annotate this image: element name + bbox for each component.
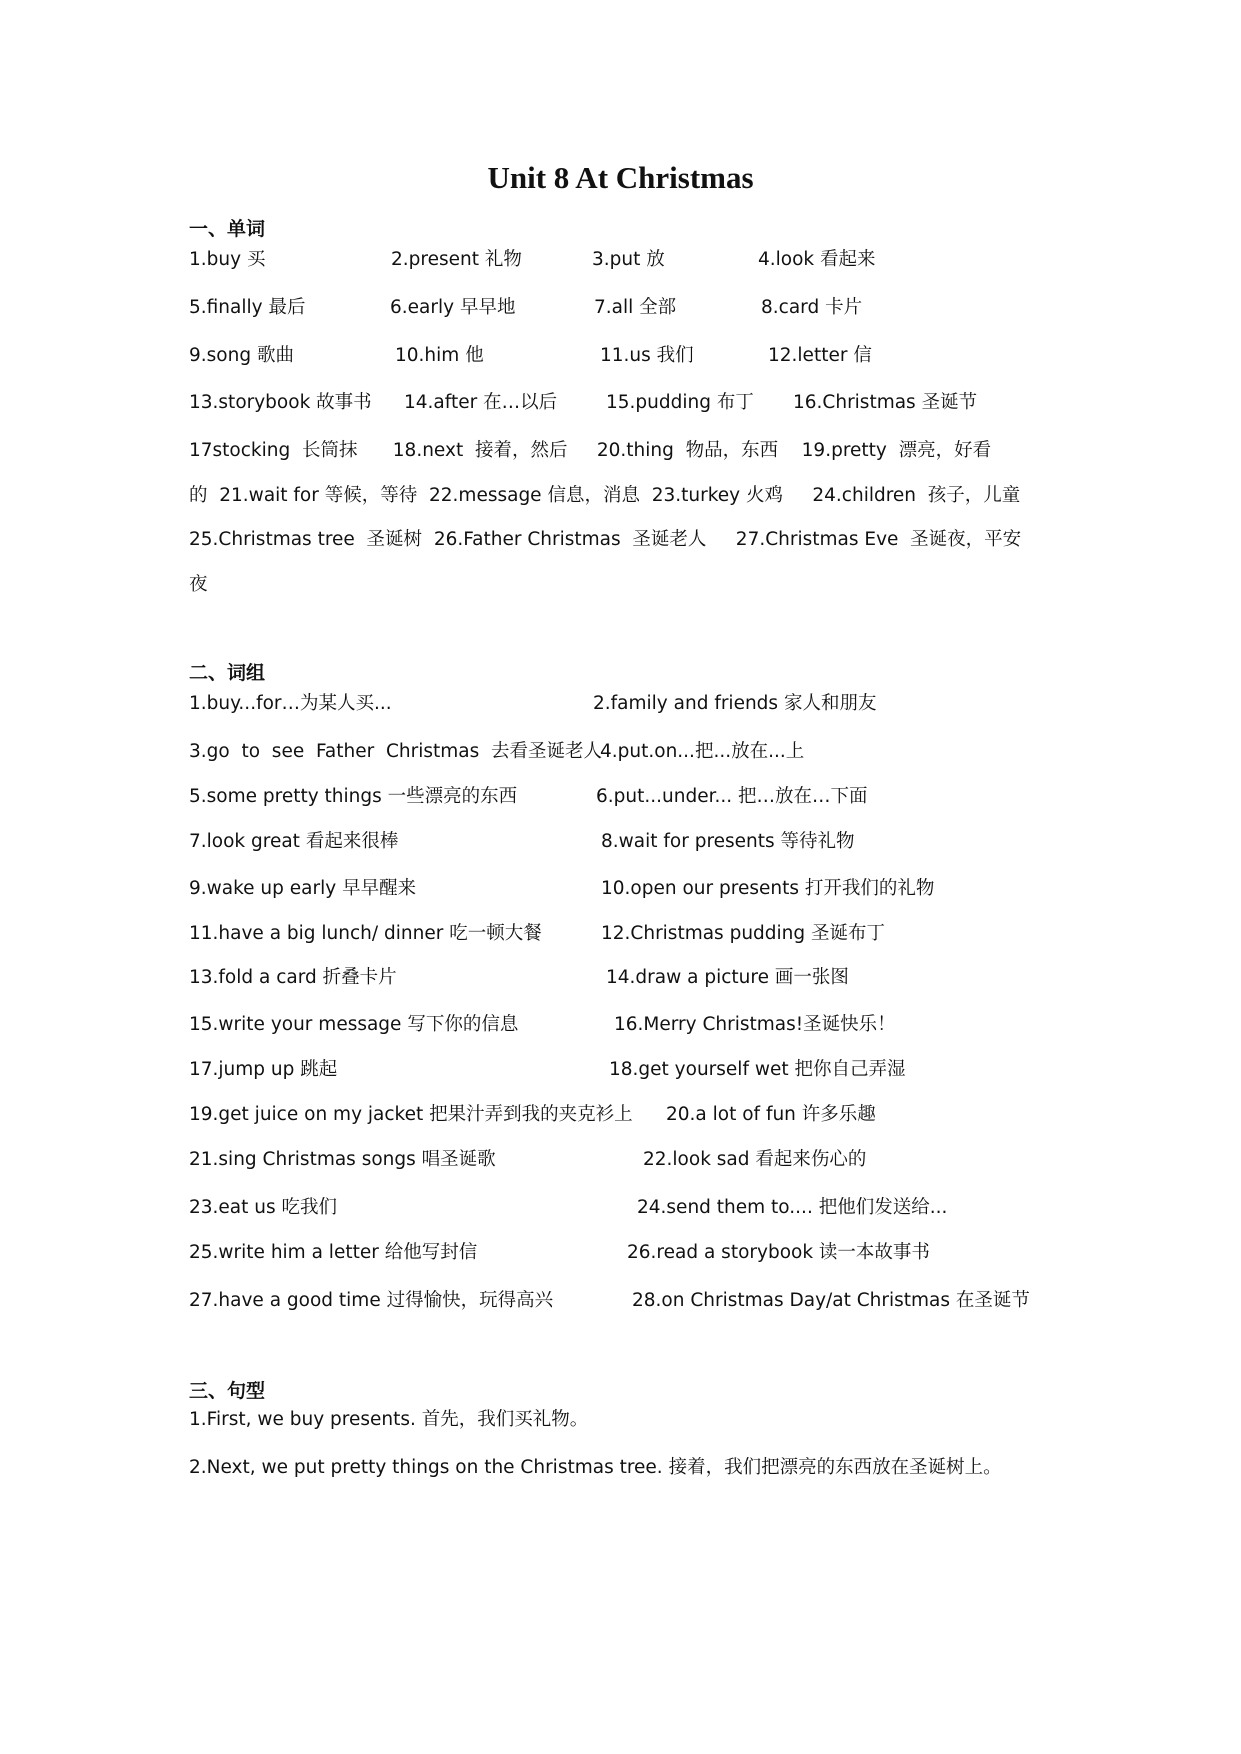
- vocab-item: 8.card 卡片: [761, 297, 863, 318]
- phrase-item: 10.open our presents 打开我们的礼物: [601, 878, 935, 899]
- vocab-item: 14.after 在…以后: [404, 392, 558, 413]
- section-heading-words: 一、单词: [189, 218, 266, 240]
- phrase-item: 26.read a storybook 读一本故事书: [627, 1242, 930, 1263]
- vocab-item: 15.pudding 布丁: [606, 392, 754, 413]
- vocab-item: 11.us 我们: [600, 345, 694, 366]
- vocab-item: 7.all 全部: [594, 297, 677, 318]
- phrase-item: 12.Christmas pudding 圣诞布丁: [601, 923, 886, 944]
- phrase-item: 23.eat us 吃我们: [189, 1197, 338, 1218]
- phrase-item: 17.jump up 跳起: [189, 1059, 338, 1080]
- phrase-item: 16.Merry Christmas!圣诞快乐！: [614, 1014, 896, 1035]
- vocab-item: 9.song 歌曲: [189, 345, 294, 366]
- phrase-item: 6.put...under... 把…放在…下面: [596, 786, 868, 807]
- vocab-paragraph-line: 夜: [189, 574, 208, 595]
- vocab-item: 12.letter 信: [768, 345, 872, 366]
- phrase-item: 20.a lot of fun 许多乐趣: [666, 1104, 876, 1125]
- phrase-item: 22.look sad 看起来伤心的: [643, 1149, 867, 1170]
- vocab-paragraph-line: 25.Christmas tree 圣诞树 26.Father Christmas 圣诞老人 27.Christmas Eve 圣诞夜，平安: [189, 529, 1022, 550]
- phrase-item: 3.go to see Father Christmas 去看圣诞老人: [189, 741, 603, 762]
- vocab-item: 2.present 礼物: [391, 249, 522, 270]
- vocab-item: 10.him 他: [395, 345, 484, 366]
- phrase-item: 9.wake up early 早早醒来: [189, 878, 417, 899]
- page-title: Unit 8 At Christmas: [487, 160, 754, 195]
- vocab-item: 1.buy 买: [189, 249, 266, 270]
- sentence-item: 1.First, we buy presents. 首先，我们买礼物。: [189, 1409, 589, 1430]
- phrase-item: 28.on Christmas Day/at Christmas 在圣诞节: [632, 1290, 1030, 1311]
- phrase-item: 7.look great 看起来很棒: [189, 831, 399, 852]
- vocab-item: 5.finally 最后: [189, 297, 306, 318]
- section-heading-sentences: 三、句型: [189, 1380, 266, 1402]
- phrase-item: 24.send them to.... 把他们发送给...: [637, 1197, 948, 1218]
- vocab-item: 3.put 放: [592, 249, 665, 270]
- vocab-paragraph-line: 的 21.wait for 等候，等待 22.message 信息，消息 23.turkey 火鸡 24.children 孩子，儿童: [189, 485, 1021, 506]
- phrase-item: 2.family and friends 家人和朋友: [593, 693, 877, 714]
- phrase-item: 8.wait for presents 等待礼物: [601, 831, 855, 852]
- phrase-item: 18.get yourself wet 把你自己弄湿: [609, 1059, 906, 1080]
- phrase-item: 19.get juice on my jacket 把果汁弄到我的夹克衫上: [189, 1104, 633, 1125]
- phrase-item: 11.have a big lunch/ dinner 吃一顿大餐: [189, 923, 542, 944]
- phrase-item: 5.some pretty things 一些漂亮的东西: [189, 786, 518, 807]
- vocab-item: 16.Christmas 圣诞节: [793, 392, 978, 413]
- phrase-item: 14.draw a picture 画一张图: [606, 967, 849, 988]
- phrase-item: 25.write him a letter 给他写封信: [189, 1242, 478, 1263]
- section-heading-phrases: 二、词组: [189, 662, 266, 684]
- vocab-item: 6.early 早早地: [390, 297, 516, 318]
- phrase-item: 15.write your message 写下你的信息: [189, 1014, 519, 1035]
- vocab-item: 4.look 看起来: [758, 249, 876, 270]
- phrase-item: 4.put.on...把...放在...上: [600, 741, 805, 762]
- vocab-item: 13.storybook 故事书: [189, 392, 372, 413]
- vocab-paragraph-line: 17stocking 长筒抹 18.next 接着，然后 20.thing 物品，东西 19.pretty 漂亮，好看: [189, 440, 992, 461]
- sentence-item: 2.Next, we put pretty things on the Christmas tree. 接着，我们把漂亮的东西放在圣诞树上。: [189, 1457, 1002, 1478]
- phrase-item: 21.sing Christmas songs 唱圣诞歌: [189, 1149, 496, 1170]
- phrase-item: 1.buy...for…为某人买...: [189, 693, 392, 714]
- phrase-item: 27.have a good time 过得愉快，玩得高兴: [189, 1290, 554, 1311]
- phrase-item: 13.fold a card 折叠卡片: [189, 967, 397, 988]
